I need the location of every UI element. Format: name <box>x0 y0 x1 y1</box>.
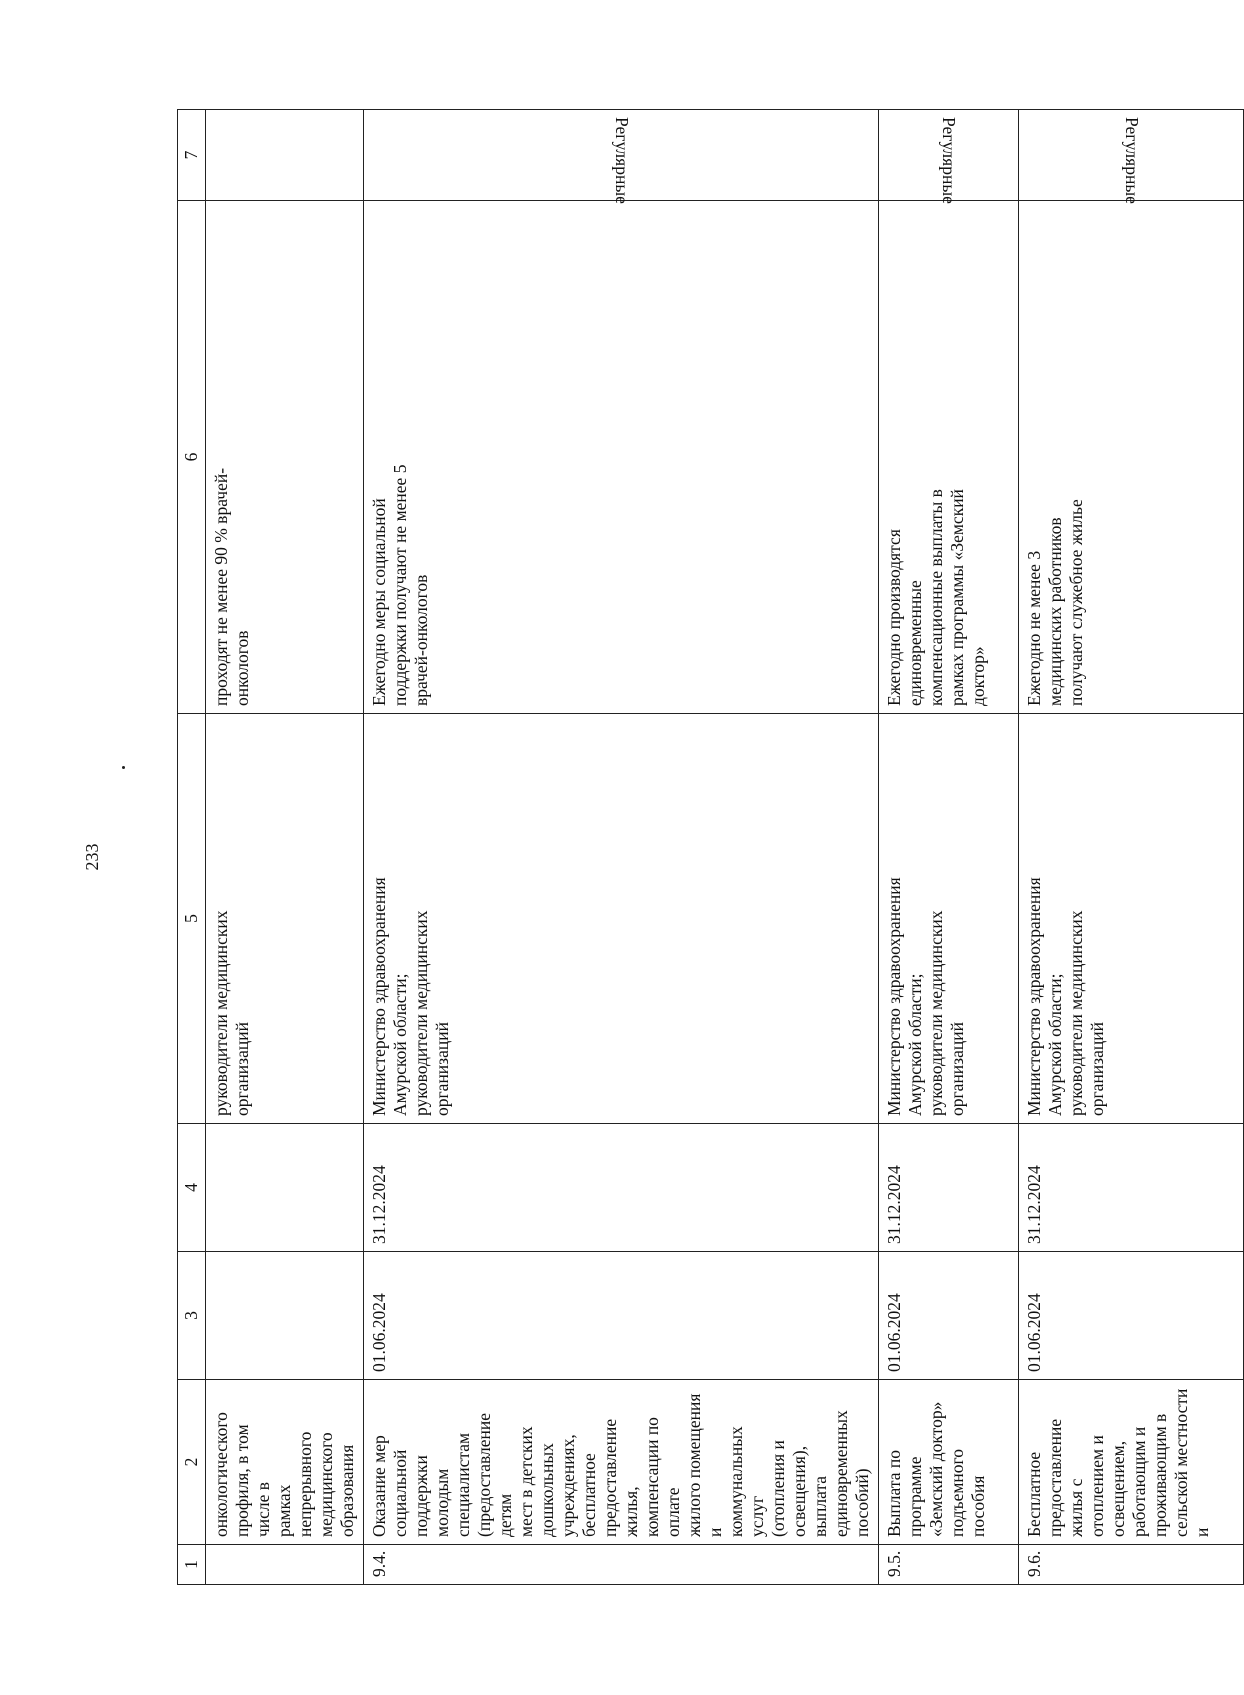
header-col-2: 2 <box>178 1380 206 1545</box>
cell-frequency <box>879 110 1019 204</box>
header-col-4: 4 <box>178 1124 206 1252</box>
plan-table <box>177 109 1244 1585</box>
header-col-6: 6 <box>178 201 206 714</box>
cell-end-date <box>206 1124 364 1252</box>
page-number: 233 <box>82 843 102 871</box>
cell-frequency <box>1019 110 1244 204</box>
cell-start-date: 01.06.2024 <box>879 1252 1019 1380</box>
cell-activity: Выплата по программе «Земский доктор» подъемного пособия <box>879 1380 1019 1545</box>
cell-end-date: 31.12.2024 <box>364 1124 879 1252</box>
cell-number: 9.5. <box>879 1545 1019 1585</box>
table-header-row <box>178 110 206 1585</box>
table-row <box>364 110 879 1585</box>
cell-number: 9.6. <box>1019 1545 1244 1585</box>
table-row <box>879 110 1019 1585</box>
cell-result: Ежегодно не менее 3 медицинских работников получают служебное жилье <box>1019 201 1244 714</box>
cell-start-date <box>206 1252 364 1380</box>
header-col-3: 3 <box>178 1252 206 1380</box>
cell-responsible: Министерство здравоохранения Амурской области; руководители медицинских организаций <box>1019 714 1244 1124</box>
cell-end-date: 31.12.2024 <box>879 1124 1019 1252</box>
cell-frequency <box>364 110 879 204</box>
header-col-1: 1 <box>178 1545 206 1585</box>
cell-responsible: Министерство здравоохранения Амурской области; руководители медицинских организаций <box>364 714 879 1124</box>
cell-result: Ежегодно производятся единовременные компенсационные выплаты в рамках программы «Земский доктор» <box>879 201 1019 714</box>
cell-activity: Бесплатное предоставление жилья с отоплением и освещением, работающим и проживающим в сельской местности и <box>1019 1380 1244 1545</box>
cell-end-date: 31.12.2024 <box>1019 1124 1244 1252</box>
table-row <box>1019 110 1244 1585</box>
frequency-text: Регулярные <box>939 117 959 204</box>
frequency-text: Регулярные <box>611 117 632 204</box>
rotated-table-wrapper <box>177 110 1212 1585</box>
cell-result: Ежегодно меры социальной поддержки получают не менее 5 врачей-онкологов <box>364 201 879 714</box>
cell-responsible: Министерство здравоохранения Амурской области; руководители медицинских организаций <box>879 714 1019 1124</box>
cell-activity: Оказание мер социальной поддержки молодым специалистам (предоставление детям мест в детских дошкольных учреждениях, бесплатное предоставление жилья, компенсации по оплате жилого помещения и коммунальных услуг (отопления и освещения), выплата единовременных пособий) <box>364 1380 879 1545</box>
scan-speck <box>122 766 125 769</box>
cell-number: 9.4. <box>364 1545 879 1585</box>
cell-start-date: 01.06.2024 <box>364 1252 879 1380</box>
header-col-5: 5 <box>178 714 206 1124</box>
cell-number <box>206 1545 364 1585</box>
cell-start-date: 01.06.2024 <box>1019 1252 1244 1380</box>
cell-result: проходят не менее 90 % врачей- онкологов <box>206 201 364 714</box>
cell-responsible: руководители медицинских организаций <box>206 714 364 1124</box>
frequency-text: Регулярные <box>1121 117 1142 204</box>
cell-activity: онкологического профиля, в том числе в рамках непрерывного медицинского образования <box>206 1380 364 1545</box>
header-col-7: 7 <box>178 110 206 201</box>
cell-frequency <box>206 110 364 201</box>
table-row <box>206 110 364 1585</box>
